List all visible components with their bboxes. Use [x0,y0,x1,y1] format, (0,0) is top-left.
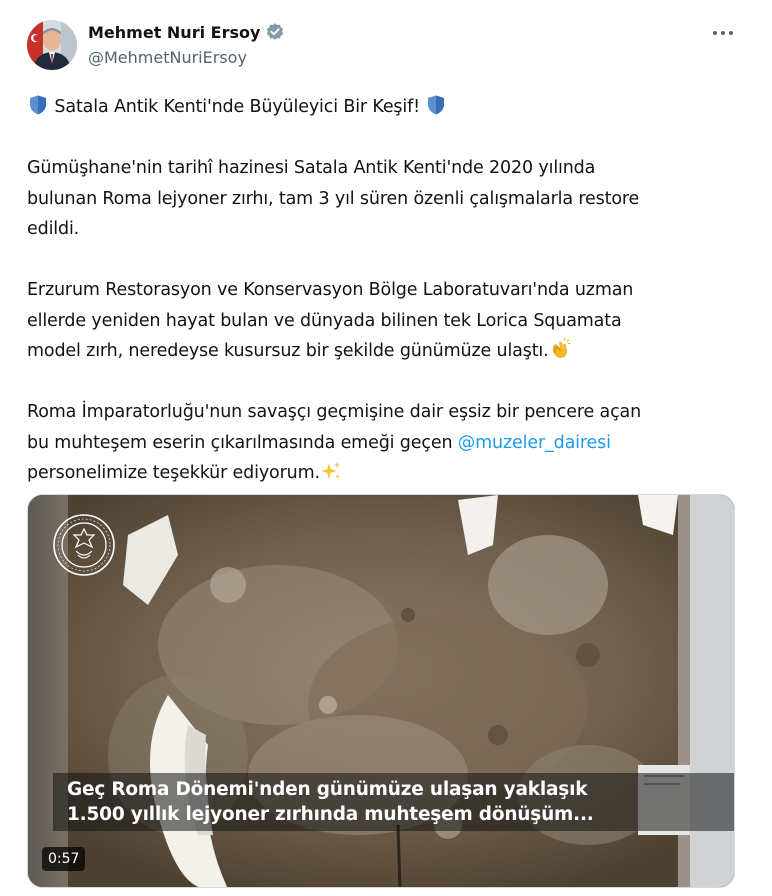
caption-line-1: Geç Roma Dönemi'nden günümüze ulaşan yaklaşık [67,779,588,800]
video-caption [53,773,735,831]
avatar-photo [27,20,77,70]
mention-link[interactable]: @muzeler_dairesi [457,432,611,453]
author-avatar[interactable] [27,20,77,70]
author-name[interactable]: Mehmet Nuri Ersoy [88,22,261,42]
author-block [88,21,285,67]
tweet-text [27,92,737,489]
more-options-icon[interactable] [704,18,742,48]
paragraph-line: ellerde yeniden hayat bulan ve dünyada bilinen tek Lorica Squamata [27,310,622,331]
sparkles-icon [320,460,342,482]
blue-shield-icon [425,94,447,116]
author-name-row [88,21,285,43]
paragraph-line: model zırh, neredeyse kusursuz bir şekilde günümüze ulaştı. [27,341,549,361]
tweet-paragraph-3 [27,397,737,489]
paragraph-line: Gümüşhane'nin tarihî hazinesi Satala Antik Kenti'nde 2020 yılında [27,158,596,178]
tweet-headline [27,92,737,123]
author-handle[interactable]: @MehmetNuriErsoy [88,48,247,67]
tweet-paragraph-1 [27,153,737,245]
tweet-paragraph-2 [27,275,737,367]
paragraph-line: personelimize teşekkür ediyorum. [27,463,320,483]
paragraph-line: bu muhteşem eserin çıkarılmasında emeği geçen [27,432,458,453]
clapping-hands-icon [549,338,571,360]
video-player[interactable] [27,494,735,888]
paragraph-line: Erzurum Restorasyon ve Konservasyon Bölge Laboratuvarı'nda uzman [27,280,634,300]
caption-line-2: 1.500 yıllık lejyoner zırhında muhteşem dönüşüm... [67,804,594,825]
blue-shield-icon [27,94,49,116]
headline-text: Satala Antik Kenti'nde Büyüleyici Bir Keşif! [54,97,420,117]
paragraph-line: edildi. [27,219,80,239]
verified-badge-icon[interactable] [265,22,285,42]
ministry-seal-icon [52,513,116,577]
paragraph-line: Roma İmparatorluğu'nun savaşçı geçmişine dair eşsiz bir pencere açan [27,402,642,422]
video-duration-badge: 0:57 [42,847,85,871]
paragraph-line: bulunan Roma lejyoner zırhı, tam 3 yıl süren özenli çalışmalarla restore [27,188,640,209]
